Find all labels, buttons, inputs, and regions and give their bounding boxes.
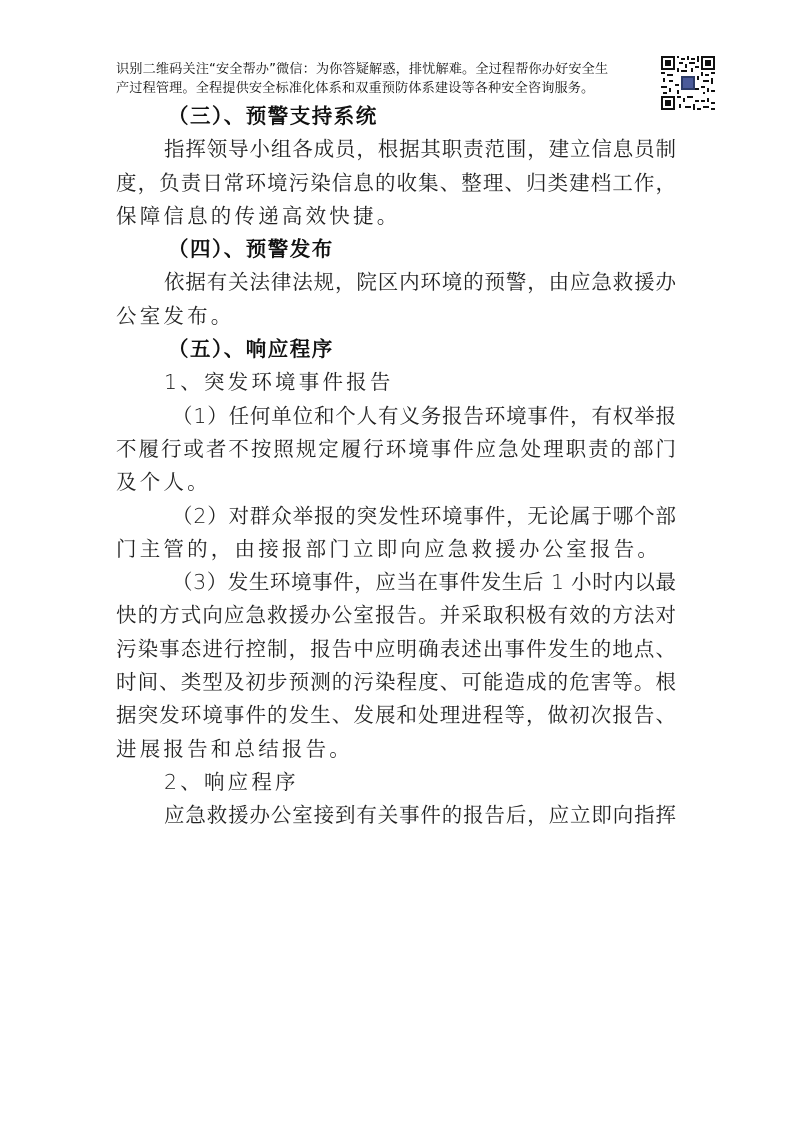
subsection-heading: 2、响应程序 [164,769,299,794]
paragraph-line: （1）任何单位和个人有义务报告环境事件，有权举报 [172,403,676,428]
paragraph-line: 据突发环境事件的发生、发展和处理进程等，做初次报告、 [116,703,676,728]
paragraph-line: 公室发布。 [116,303,235,328]
paragraph-line: （2）对群众举报的突发性环境事件，无论属于哪个部 [172,503,676,528]
subsection-heading: 1、突发环境事件报告 [164,370,394,395]
promo-banner [116,60,656,98]
section-heading: （四）、预警发布 [168,237,334,262]
paragraph-line: 及个人。 [116,470,211,495]
paragraph-line: 进展报告和总结报告。 [116,736,353,761]
paragraph-line: 快的方式向应急救援办公室报告。并采取积极有效的方法对 [116,603,676,628]
banner-line-2: 产过程管理。全程提供安全标准化体系和双重预防体系建设等各种安全咨询服务。 [116,81,595,96]
paragraph-line: 门主管的，由接报部门立即向应急救援办公室报告。 [116,536,662,561]
section-heading: （五）、响应程序 [168,337,334,362]
paragraph-line: 保障信息的传递高效快捷。 [116,203,401,228]
paragraph-line: 污染事态进行控制，报告中应明确表述出事件发生的地点、 [116,636,676,661]
paragraph-line: 时间、类型及初步预测的污染程度、可能造成的危害等。根 [116,670,676,695]
paragraph-line: 依据有关法律法规，院区内环境的预警，由应急救援办 [164,270,676,295]
paragraph-line: （3）发生环境事件，应当在事件发生后 1 小时内以最 [172,570,676,595]
paragraph-line: 不履行或者不按照规定履行环境事件应急处理职责的部门 [116,436,676,461]
banner-line-1: 识别二维码关注“安全帮办”微信：为你答疑解惑，排忧解难。全过程帮你办好安全生 [116,62,609,77]
paragraph-line: 应急救援办公室接到有关事件的报告后，应立即向指挥 [164,803,676,828]
paragraph-line: 指挥领导小组各成员，根据其职责范围，建立信息员制 [164,137,676,162]
document-body [116,100,676,833]
section-heading: （三）、预警支持系统 [168,104,378,128]
paragraph-line: 度，负责日常环境污染信息的收集、整理、归类建档工作， [116,170,676,195]
